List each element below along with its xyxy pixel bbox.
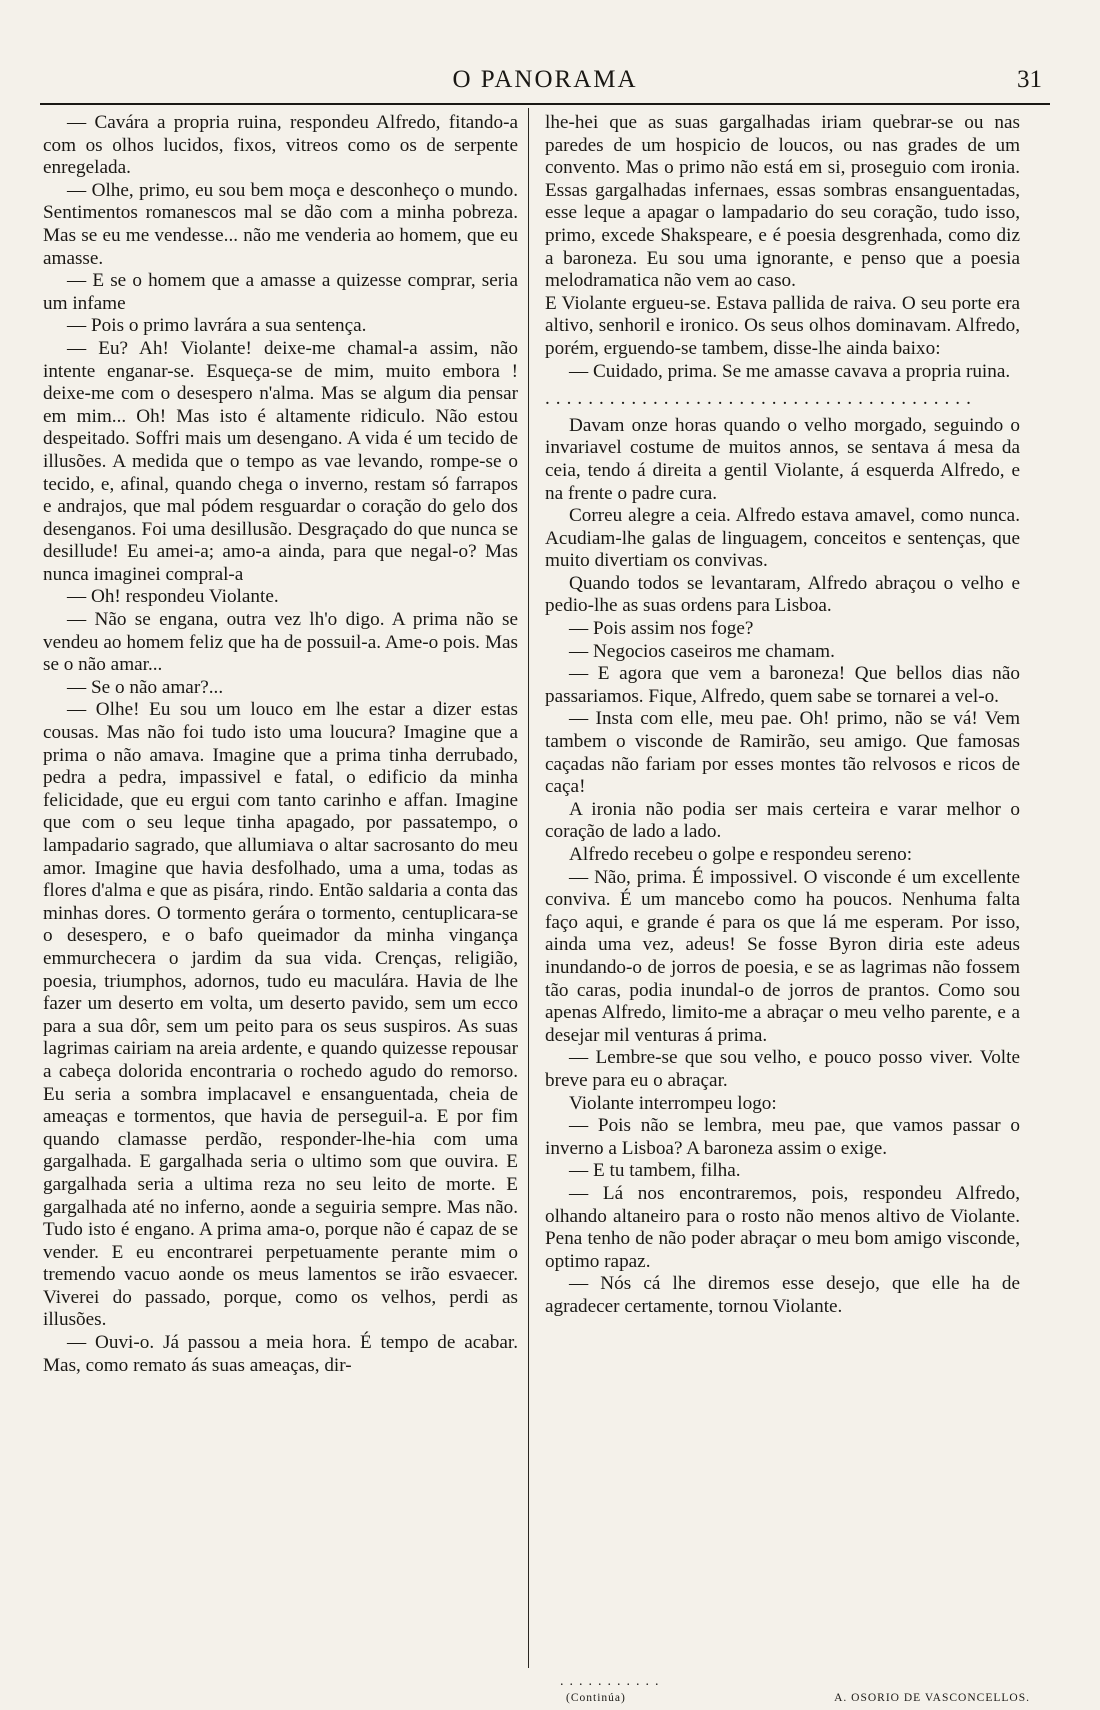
paragraph: — Lembre-se que sou velho, e pouco posso viver. Volte breve para eu o abraçar. — [545, 1047, 1020, 1091]
footer-dots: ........... — [560, 1674, 665, 1689]
header-rule — [40, 103, 1050, 105]
paragraph: A ironia não podia ser mais certeira e varar melhor o coração de lado a lado. — [545, 798, 1020, 843]
paragraph: — Não, prima. É impossivel. O visconde é um excellente conviva. É um mancebo como ha poucos. Nenhuma falta faço aqui, e grande é para os que lá me esperam. Por isso, ainda uma vez, adeus! Se fosse Byron diria este adeus inundando-o de jorros de poesia, e se as lagrimas não fossem tão caras, podia inundal-o de jorros de prantos. Como sou apenas Alfredo, limito-me a abraçar o meu velho parente, e a desejar mil venturas á prima. — [545, 866, 1020, 1046]
paragraph: — Ouvi-o. Já passou a meia hora. É tempo de acabar. Mas, como remato ás suas ameaças, dir- — [43, 1332, 518, 1376]
paragraph: — Se o não amar?... — [67, 676, 224, 698]
paragraph: — Nós cá lhe diremos esse desejo, que elle ha de agradecer certamente, tornou Violante. — [545, 1273, 1020, 1317]
paragraph: — Olhe, primo, eu sou bem moça e desconheço o mundo. Sentimentos romanescos mal se dão com a minha pobreza. Mas se eu me vendesse... não me venderia ao homem, que eu amasse. — [43, 179, 518, 269]
paragraph: Correu alegre a ceia. Alfredo estava amavel, como nunca. Acudiam-lhe galas de linguagem, conceitos e sentenças, que muito divertiam os convivas. — [545, 505, 1020, 572]
paragraph: — Insta com elle, meu pae. Oh! primo, não se vá! Vem tambem o visconde de Ramirão, seu amigo. Que famosas caçadas não fariam por esses montes tão relvosos e ricos de caça! — [545, 708, 1020, 798]
paragraph: — Eu? Ah! Violante! deixe-me chamal-a assim, não intente enganar-se. Esqueça-se de mim, muito embora ! deixe-me com o desespero n'alma. Mas se algum dia pensar em mim... Oh! Mas isto é altamente ridiculo. Não estou despeitado. Soffri mais um desengano. A vida é um tecido de illusões. A medida que o tempo as vae levando, rompe-se o tecido, e, afinal, quando chega o inverno, restam só farrapos e andrajos, que mal pódem resguardar o coração do gelo dos desenganos. Foi uma desillusão. Desgraçado do que nunca se desillude! Eu amei-a; amo-a ainda, para que negal-o? Mas nunca imaginei compral-a — [43, 337, 518, 585]
page-number: 31 — [1017, 66, 1042, 93]
paragraph: — E se o homem que a amasse a quizesse comprar, seria um infame — [43, 270, 518, 314]
paragraph: — Negocios caseiros me chamam. — [569, 640, 835, 662]
paragraph: — Lá nos encontraremos, pois, respondeu Alfredo, olhando altaneiro para o rosto não menos altivo de Violante. Pena tenho de não poder abraçar o meu bom amigo visconde, optimo rapaz. — [545, 1182, 1020, 1272]
left-column — [43, 112, 518, 1377]
paragraph: — Olhe! Eu sou um louco em lhe estar a dizer estas cousas. Mas não foi tudo isto uma loucura? Imagine que a prima o não amava. Imagine que a prima tinha derrubado, pedra a pedra, impassivel e fatal, o edificio da minha felicidade, que eu ergui com tanto carinho e affan. Imagine que com o seu leque tinha apagado, por passatempo, o lampadario sagrado, que allumiava o altar sacrosanto do meu amor. Imagine que havia desfolhado, uma a uma, todas as flores d'alma e que as pisára, rindo. Então saldaria a conta das minhas dores. O tormento gerára o tormento, centuplicara-se o desespero, e o bafo queimador da minha vingança emmurchecera o jardim da sua vida. Crenças, religião, poesia, triumphos, adornos, tudo eu maculára. Havia de lhe fazer um deserto em volta, um deserto pavido, sem um ecco para a sua dôr, sem um peito para os seus suspiros. As suas lagrimas cairiam na areia ardente, e quando quizesse repousar a cabeça dolorida encontraria o rochedo agudo do remorso. Eu seria a sombra implacavel e ensanguentada, cheia de ameaças e tormentos, que havia de perseguil-a. E por fim quando clamasse perdão, responder-lhe-hia com uma gargalhada. E gargalhada seria o ultimo som que ouvira. E gargalhada seria a ultima reza no seu leito de morte. E gargalhada até no inferno, aonde a seguiria sempre. Mas não. Tudo isto é engano. A prima ama-o, porque não é capaz de se vender. E eu encontrarei perpetuamente perante mim o tremendo vacuo aonde os meus lamentos se irão esvaecer. Viverei do passado, porque, como os velhos, perdi as illusões. — [43, 699, 518, 1331]
section-break-dots: ........................................ — [545, 388, 977, 410]
column-divider — [528, 108, 529, 1668]
paragraph: — Pois assim nos foge? — [569, 618, 754, 640]
paragraph: — E tu tambem, filha. — [569, 1160, 741, 1182]
paragraph: lhe-hei que as suas gargalhadas iriam quebrar-se ou nas paredes de um hospicio de loucos, ou nas grades de um convento. Mas o primo não está em si, proseguio com ironia. Essas gargalhadas infernaes, essas sombras ensanguentadas, esse leque a apagar o lampadario do seu coração, tudo isso, primo, excede Shakspeare, e é poesia desgrenhada, como diz a baroneza. Eu sou uma ignorante, e penso que a poesia melodramatica não vem ao caso. — [545, 112, 1020, 292]
author-signature: A. OSORIO DE VASCONCELLOS. — [834, 1692, 1030, 1704]
paragraph: — Pois o primo lavrára a sua sentença. — [67, 315, 367, 337]
right-column — [545, 112, 1020, 1318]
publication-title: O PANORAMA — [452, 66, 638, 93]
page-header — [40, 66, 1050, 102]
paragraph: — Não se engana, outra vez lh'o digo. A prima não se vendeu ao homem feliz que ha de possuil-a. Ame-o pois. Mas se o não amar... — [43, 609, 518, 676]
paragraph: — E agora que vem a baroneza! Que bellos dias não passariamos. Fique, Alfredo, quem sabe se tornarei a vel-o. — [545, 663, 1020, 707]
paragraph: — Pois não se lembra, meu pae, que vamos passar o inverno a Lisboa? A baroneza assim o exige. — [545, 1115, 1020, 1159]
paragraph: Davam onze horas quando o velho morgado, seguindo o invariavel costume de muitos annos, se sentava á mesa da ceia, tendo á direita a gentil Violante, á esquerda Alfredo, e na frente o padre cura. — [545, 414, 1020, 504]
paragraph: Quando todos se levantaram, Alfredo abraçou o velho e pedio-lhe as suas ordens para Lisboa. — [545, 572, 1020, 617]
paragraph: — Oh! respondeu Violante. — [67, 586, 279, 608]
paragraph: Violante interrompeu logo: — [569, 1092, 777, 1114]
paragraph: — Cuidado, prima. Se me amasse cavava a propria ruina. — [569, 360, 1011, 382]
paragraph: — Cavára a propria ruina, respondeu Alfredo, fitando-a com os olhos lucidos, fixos, vitreos como os de serpente enregelada. — [43, 112, 518, 179]
paragraph: E Violante ergueu-se. Estava pallida de raiva. O seu porte era altivo, senhoril e ironico. Os seus olhos dominavam. Alfredo, porém, erguendo-se tambem, disse-lhe ainda baixo: — [545, 292, 1020, 359]
continua-note: (Continúa) — [566, 1692, 626, 1704]
paragraph: Alfredo recebeu o golpe e respondeu sereno: — [569, 844, 913, 865]
